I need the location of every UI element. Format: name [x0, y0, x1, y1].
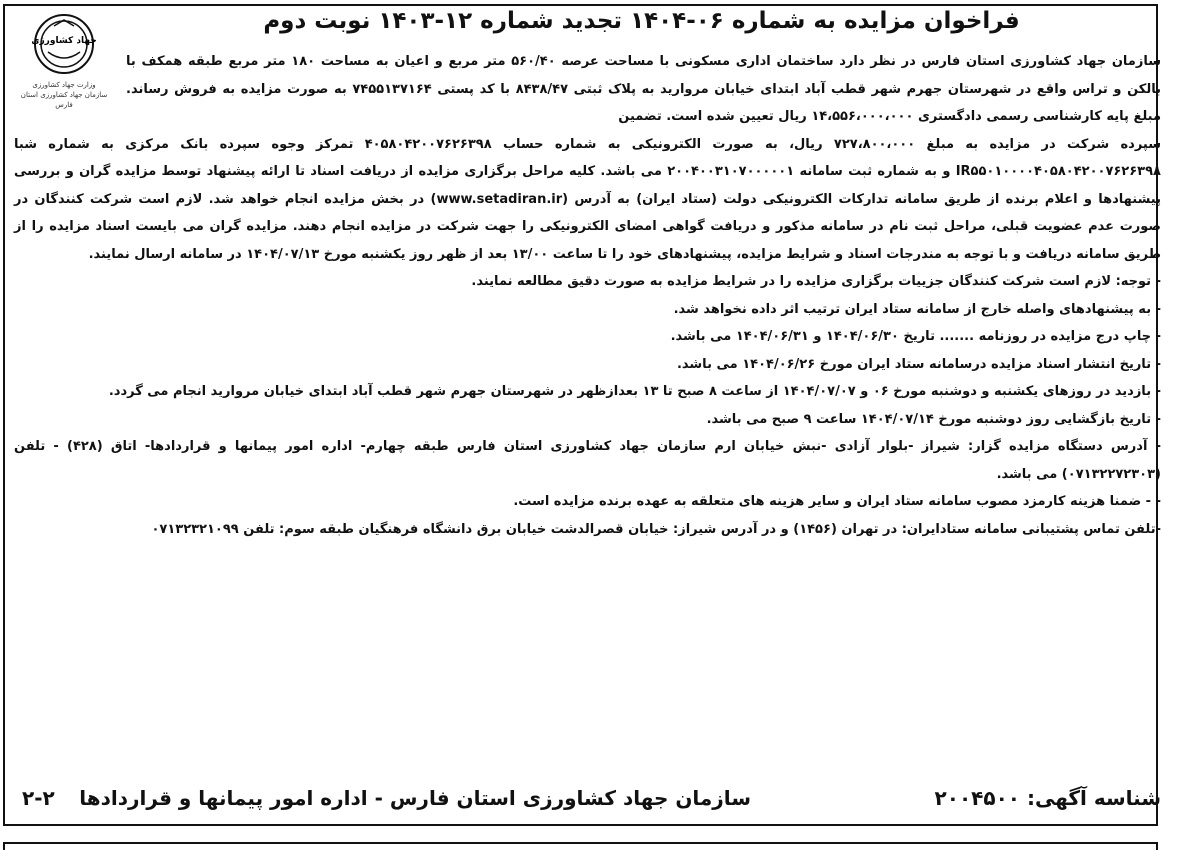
notice-body	[14, 48, 1161, 543]
list-item: - به پیشنهادهای واصله خارج از سامانه ستاد ایران ترتیب اثر داده نخواهد شد.	[673, 301, 1161, 317]
logo-caption-organization: سازمان جهاد کشاورزی استان فارس	[20, 91, 108, 109]
logo-caption-ministry: وزارت جهاد کشاورزی	[32, 81, 96, 89]
emblem-text: جهاد کشاورزی	[32, 36, 96, 46]
intro-paragraph: سازمان جهاد کشاورزی استان فارس در نظر دارد ساختمان اداری مسکونی با مساحت عرصه ۵۶۰/۴۰ متر مربع و اعیان به مساحت ۱۸۰ متر مربع طبقه همکف با بالکن و تراس واقع در شهرستان جهرم شهر قطب آباد ابتدای خیابان مروارید به پلاک ثبتی ۸۴۳۸/۴۷ با کد پستی ۷۴۵۵۱۳۷۱۶۴ به صورت مزایده به فروش رساند. مبلغ پایه کارشناسی رسمی دادگستری ۱۴،۵۵۶،۰۰۰،۰۰۰ ریال تعیین شده است. تضمین	[126, 54, 1162, 124]
notice-title: فراخوان مزایده به شماره ۰۶-۱۴۰۴ تجدید شماره ۱۲-۱۴۰۳ نوبت دوم	[263, 8, 1020, 34]
main-paragraph: سپرده شرکت در مزایده به مبلغ ۷۲۷،۸۰۰،۰۰۰ ریال، به صورت الکترونیکی به شماره حساب ۴۰۵۸۰۴۲۰۰۷۶۲۶۳۹۸ تمرکز وجوه سپرده بانک مرکزی به شماره شبا IR۵۵۰۱۰۰۰۰۴۰۵۸۰۴۲۰۰۷۶۲۶۳۹۸ و به شماره ثبت سامانه ۲۰۰۴۰۰۳۱۰۷۰۰۰۰۰۱ می باشد. کلیه مراحل برگزاری مزایده از دریافت اسناد تا ارائه پیشنهاد توسط مزایده گران و بررسی پیشنهادها و اعلام برنده از طریق سامانه تدارکات الکترونیکی دولت (ستاد ایران) به آدرس (www.setadiran.ir) در بخش مزایده انجام خواهد شد. لازم است شرکت کنندگان در صورت عدم عضویت قبلی، مراحل ثبت نام در سامانه مذکور و دریافت گواهی امضای الکترونیکی را جهت شرکت در مزایده انجام دهند. مزایده گران می بایست اسناد مزایده را از طریق سامانه دریافت و با توجه به مندرجات اسناد و شرایط مزایده، پیشنهادهای خود را تا ساعت ۱۳/۰۰ بعد از ظهر روز یکشنبه مورخ ۱۴۰۴/۰۷/۱۳ در سامانه ارسال نمایند.	[14, 136, 1161, 262]
list-item: - - ضمنا هزینه کارمزد مصوب سامانه ستاد ایران و سایر هزینه های متعلقه به عهده برنده مزایده است.	[513, 494, 1161, 509]
list-item: - تاریخ انتشار اسناد مزایده درسامانه ستاد ایران مورخ ۱۴۰۴/۰۶/۲۶ می باشد.	[676, 356, 1161, 372]
notice-id: شناسه آگهی: ۲۰۰۴۵۰۰	[934, 786, 1161, 810]
list-item: -تلفن تماس پشتیبانی سامانه ستادایران: در تهران (۱۴۵۶) و در آدرس شیراز: خیابان قصرالدشت خیابان برق دانشگاه فرهنگیان طبقه سوم: تلفن ۰۷۱۳۲۳۲۱۰۹۹	[151, 521, 1161, 537]
list-item: - بازدید در روزهای یکشنبه و دوشنبه مورخ ۰۶ و ۱۴۰۴/۰۷/۰۷ از ساعت ۸ صبح تا ۱۳ بعدازظهر در شهرستان جهرم شهر قطب آباد ابتدای خیابان مروارید انجام می گردد.	[108, 384, 1161, 399]
next-notice-border	[3, 842, 1158, 850]
list-item: - چاپ درج مزایده در روزنامه ....... تاریخ ۱۴۰۴/۰۶/۳۰ و ۱۴۰۴/۰۶/۳۱ می باشد.	[670, 329, 1161, 344]
footer-organization: سازمان جهاد کشاورزی استان فارس - اداره امور پیمانها و قراردادها	[79, 786, 751, 810]
page-marker: ۲-۲	[22, 786, 55, 810]
notice-footer	[22, 786, 1161, 818]
list-item: - توجه: لازم است شرکت کنندگان جزییات برگزاری مزایده را در شرایط مزایده به صورت دقیق مطالعه نمایند.	[471, 274, 1161, 289]
list-item: - تاریخ بازگشایی روز دوشنبه مورخ ۱۴۰۴/۰۷/۱۴ ساعت ۹ صبح می باشد.	[706, 411, 1161, 427]
list-item: - آدرس دستگاه مزایده گزار: شیراز -بلوار آزادی -نبش خیابان ارم سازمان جهاد کشاورزی استان فارس طبقه چهارم- اداره امور پیمانها و قراردادها- اتاق (۴۲۸) - تلفن (۰۷۱۳۲۲۷۲۳۰۳) می باشد.	[14, 439, 1161, 482]
